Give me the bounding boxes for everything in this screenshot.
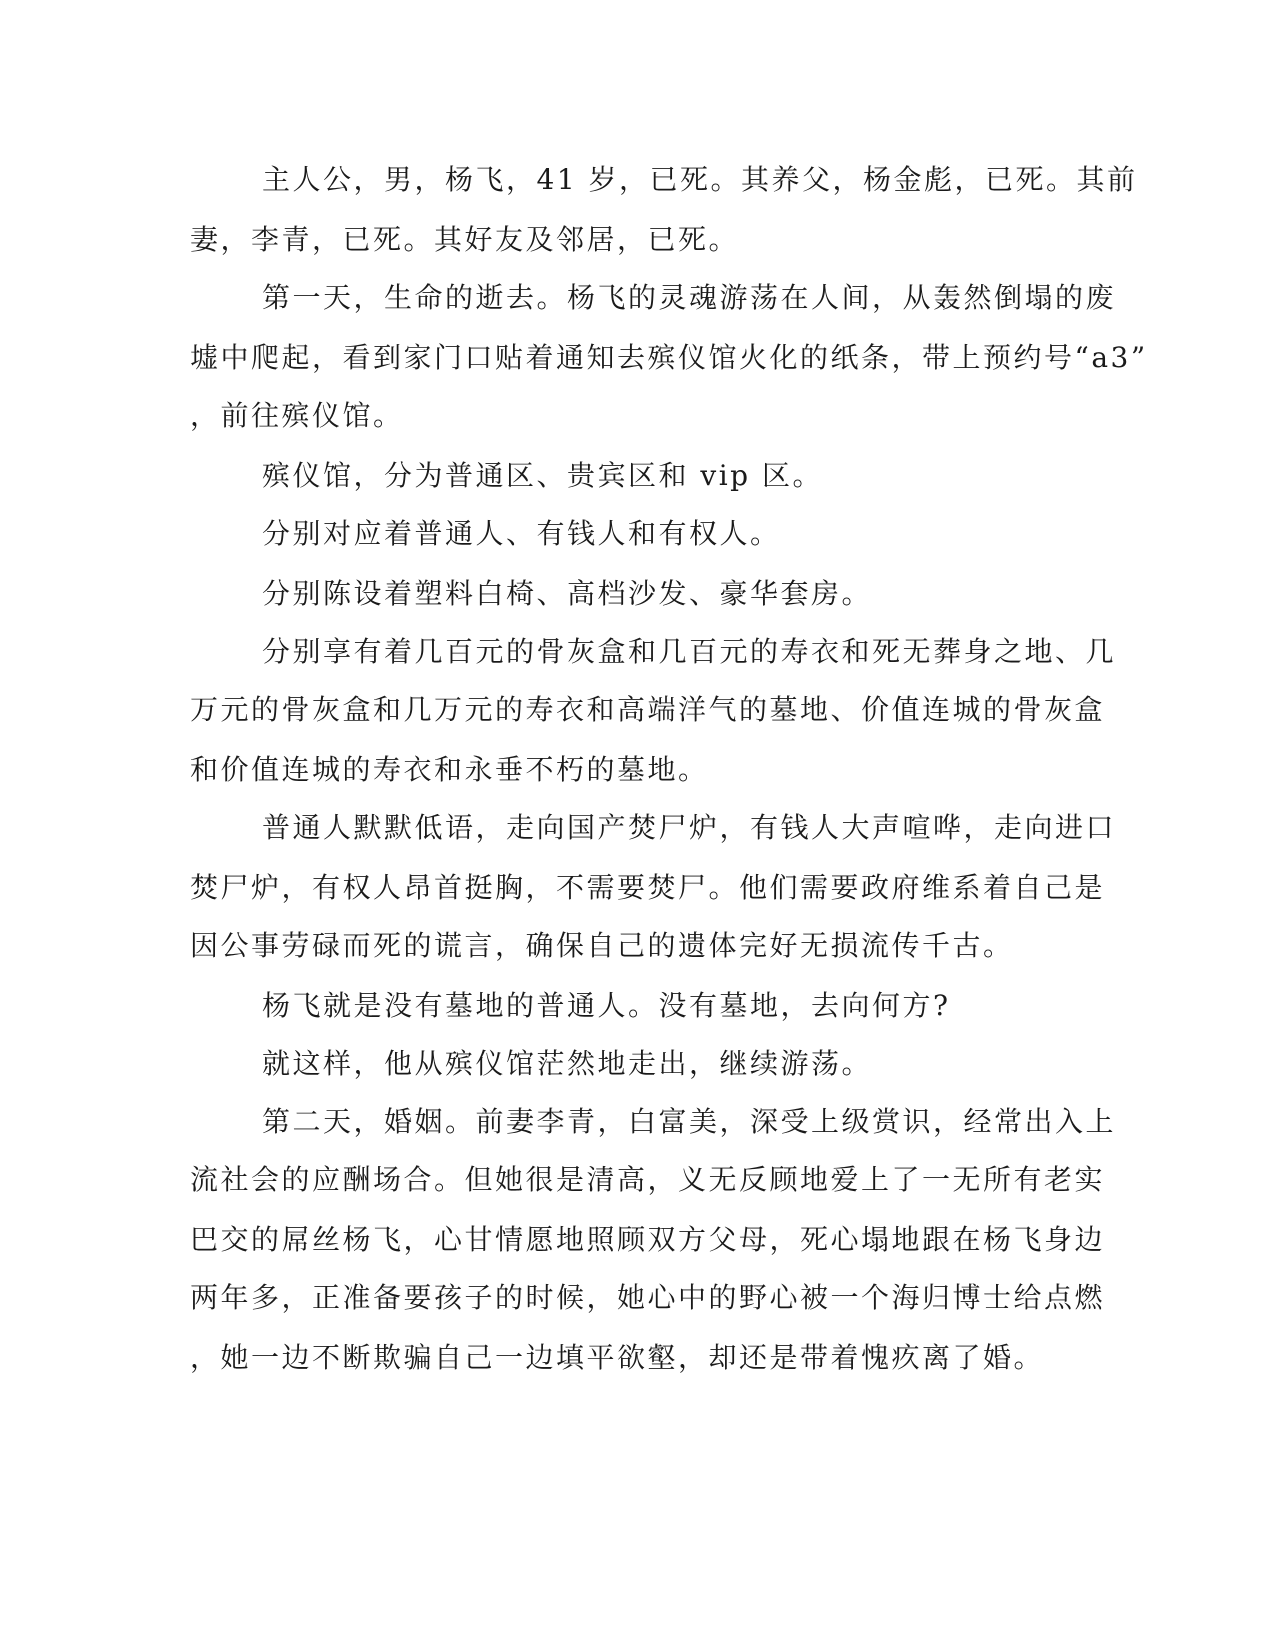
text-line: ，她一边不断欺骗自己一边填平欲壑，却还是带着愧疚离了婚。 — [190, 1341, 1045, 1374]
text-line: 分别陈设着塑料白椅、高档沙发、豪华套房。 — [262, 577, 873, 610]
text-line: 第二天，婚姻。前妻李青，白富美，深受上级赏识，经常出入上 — [262, 1105, 1117, 1138]
text-line: 第一天，生命的逝去。杨飞的灵魂游荡在人间，从轰然倒塌的废 — [262, 281, 1117, 314]
text-line: 妻，李青，已死。其好友及邻居，已死。 — [190, 223, 740, 256]
text-line: ，前往殡仪馆。 — [190, 399, 404, 432]
text-line: 流社会的应酬场合。但她很是清高，义无反顾地爱上了一无所有老实 — [190, 1163, 1106, 1196]
text-line: 就这样，他从殡仪馆茫然地走出，继续游荡。 — [262, 1047, 873, 1080]
text-line: 殡仪馆，分为普通区、贵宾区和 vip 区。 — [262, 459, 823, 492]
text-line: 普通人默默低语，走向国产焚尸炉，有钱人大声喧哗，走向进口 — [262, 811, 1117, 844]
text-line: 墟中爬起，看到家门口贴着通知去殡仪馆火化的纸条，带上预约号“a3” — [190, 341, 1148, 374]
text-line: 巴交的屌丝杨飞，心甘情愿地照顾双方父母，死心塌地跟在杨飞身边 — [190, 1223, 1106, 1256]
text-line: 因公事劳碌而死的谎言，确保自己的遗体完好无损流传千古。 — [190, 929, 1014, 962]
text-line: 焚尸炉，有权人昂首挺胸，不需要焚尸。他们需要政府维系着自己是 — [190, 871, 1106, 904]
text-line: 杨飞就是没有墓地的普通人。没有墓地，去向何方? — [262, 989, 951, 1022]
text-line: 两年多，正准备要孩子的时候，她心中的野心被一个海归博士给点燃 — [190, 1281, 1106, 1314]
text-line: 分别享有着几百元的骨灰盒和几百元的寿衣和死无葬身之地、几 — [262, 635, 1117, 668]
text-line: 分别对应着普通人、有钱人和有权人。 — [262, 517, 781, 550]
text-line: 主人公，男，杨飞，41 岁，已死。其养父，杨金彪，已死。其前 — [262, 163, 1138, 196]
text-line: 万元的骨灰盒和几万元的寿衣和高端洋气的墓地、价值连城的骨灰盒 — [190, 693, 1106, 726]
text-line: 和价值连城的寿衣和永垂不朽的墓地。 — [190, 753, 709, 786]
